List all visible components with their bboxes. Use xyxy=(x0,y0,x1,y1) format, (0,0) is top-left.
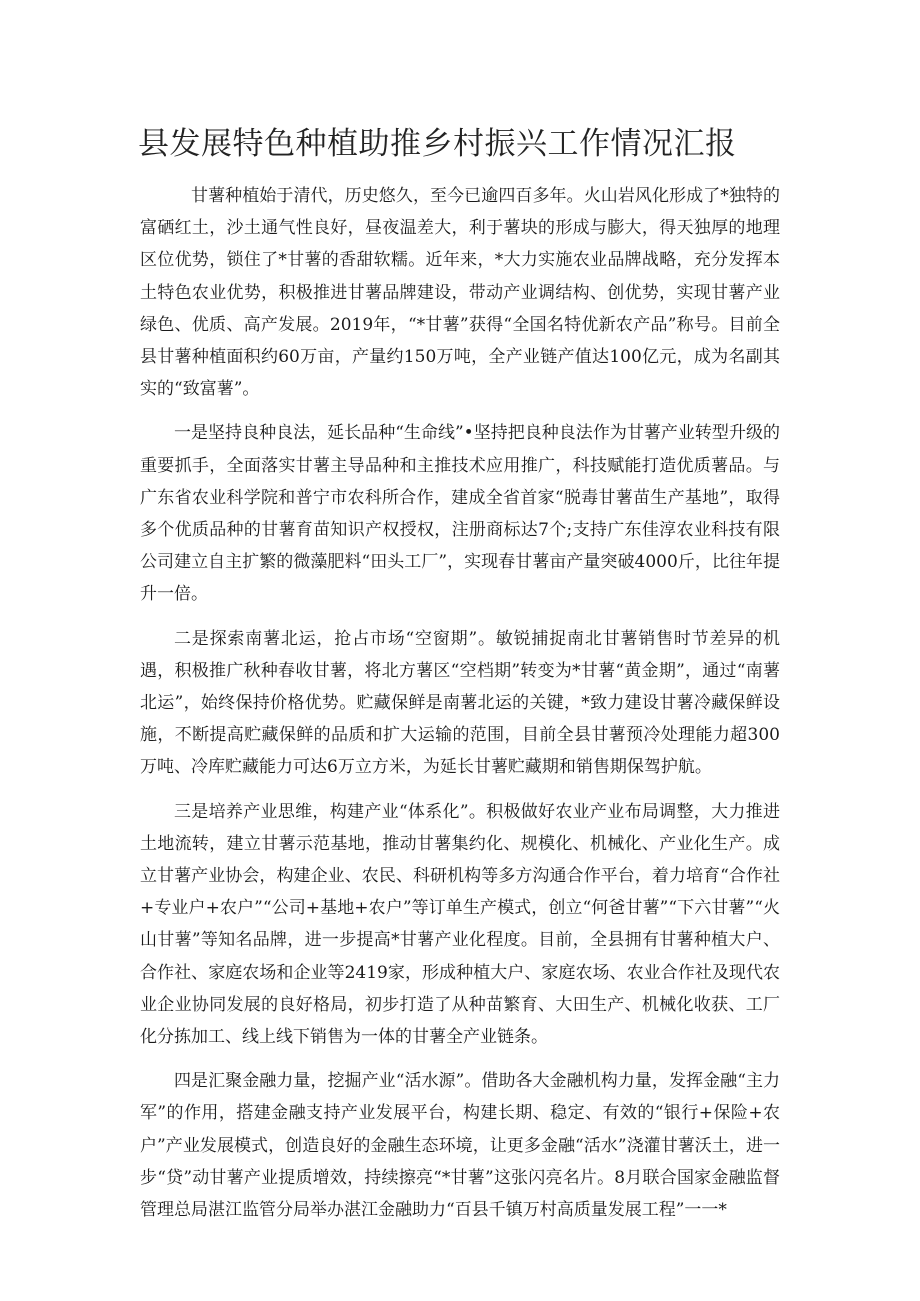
document-body xyxy=(140,180,780,1238)
document-title: 县发展特色种植助推乡村振兴工作情况汇报 xyxy=(138,126,737,162)
paragraph-industry-system: 三是培养产业思维，构建产业“体系化”。积极做好农业产业布局调整，大力推进土地流转，建立甘薯示范基地，推动甘薯集约化、规模化、机械化、产业化生产。成立甘薯产业协会，构建企业、农民、科研机构等多方沟通合作平台，着力培育“合作社+专业户+农户”“公司+基地+农户”等订单生产模式，创立“何爸甘薯”“下六甘薯”“火山甘薯”等知名品牌，进一步提高*甘薯产业化程度。目前，全县拥有甘薯种植大户、合作社、家庭农场和企业等2419家，形成种植大户、家庭农场、农业合作社及现代农业企业协同发展的良好格局，初步打造了从种苗繁育、大田生产、机械化收获、工厂化分拣加工、线上线下销售为一体的甘薯全产业链条。 xyxy=(140,801,780,1048)
paragraph-south-north-transport: 二是探索南薯北运，抢占市场“空窗期”。敏锐捕捉南北甘薯销售时节差异的机遇，积极推广秋种春收甘薯，将北方薯区“空档期”转变为*甘薯“黄金期”，通过“南薯北运”，始终保持价格优势。贮藏保鲜是南薯北运的关键，*致力建设甘薯冷藏保鲜设施，不断提高贮藏保鲜的品质和扩大运输的范围，目前全县甘薯预冷处理能力超300万吨、冷库贮藏能力可达6万立方米，为延长甘薯贮藏期和销售期保驾护航。 xyxy=(140,628,780,778)
paragraph-intro: 甘薯种植始于清代，历史悠久，至今已逾四百多年。火山岩风化形成了*独特的富硒红土，沙土通气性良好，昼夜温差大，利于薯块的形成与膨大，得天独厚的地理区位优势，锁住了*甘薯的香甜软糯。近年来，*大力实施农业品牌战略，充分发挥本土特色农业优势，积极推进甘薯品牌建设，带动产业调结构、创优势，实现甘薯产业绿色、优质、高产发展。2019年，“*甘薯”获得“全国名特优新农产品”称号。目前全县甘薯种植面积约60万亩，产量约150万吨，全产业链产值达100亿元，成为名副其实的“致富薯”。 xyxy=(140,186,780,400)
paragraph-financial-support: 四是汇聚金融力量，挖掘产业“活水源”。借助各大金融机构力量，发挥金融“主力军”的作用，搭建金融支持产业发展平台，构建长期、稳定、有效的“银行+保险+农户”产业发展模式，创造良好的金融生态环境，让更多金融“活水”浇灌甘薯沃土，进一步“贷”动甘薯产业提质增效，持续擦亮“*甘薯”这张闪亮名片。8月联合国家金融监督管理总局湛江监管分局举办湛江金融助力“百县千镇万村高质量发展工程”一一* xyxy=(140,1071,780,1221)
paragraph-seed-varieties: 一是坚持良种良法，延长品种“生命线”•坚持把良种良法作为甘薯产业转型升级的重要抓手，全面落实甘薯主导品种和主推技术应用推广，科技赋能打造优质薯品。与广东省农业科学院和普宁市农科所合作，建成全省首家“脱毒甘薯苗生产基地”，取得多个优质品种的甘薯育苗知识产权授权，注册商标达7个;支持广东佳淳农业科技有限公司建立自主扩繁的微藻肥料“田头工厂”，实现春甘薯亩产量突破4000斤，比往年提升一倍。 xyxy=(140,423,780,605)
